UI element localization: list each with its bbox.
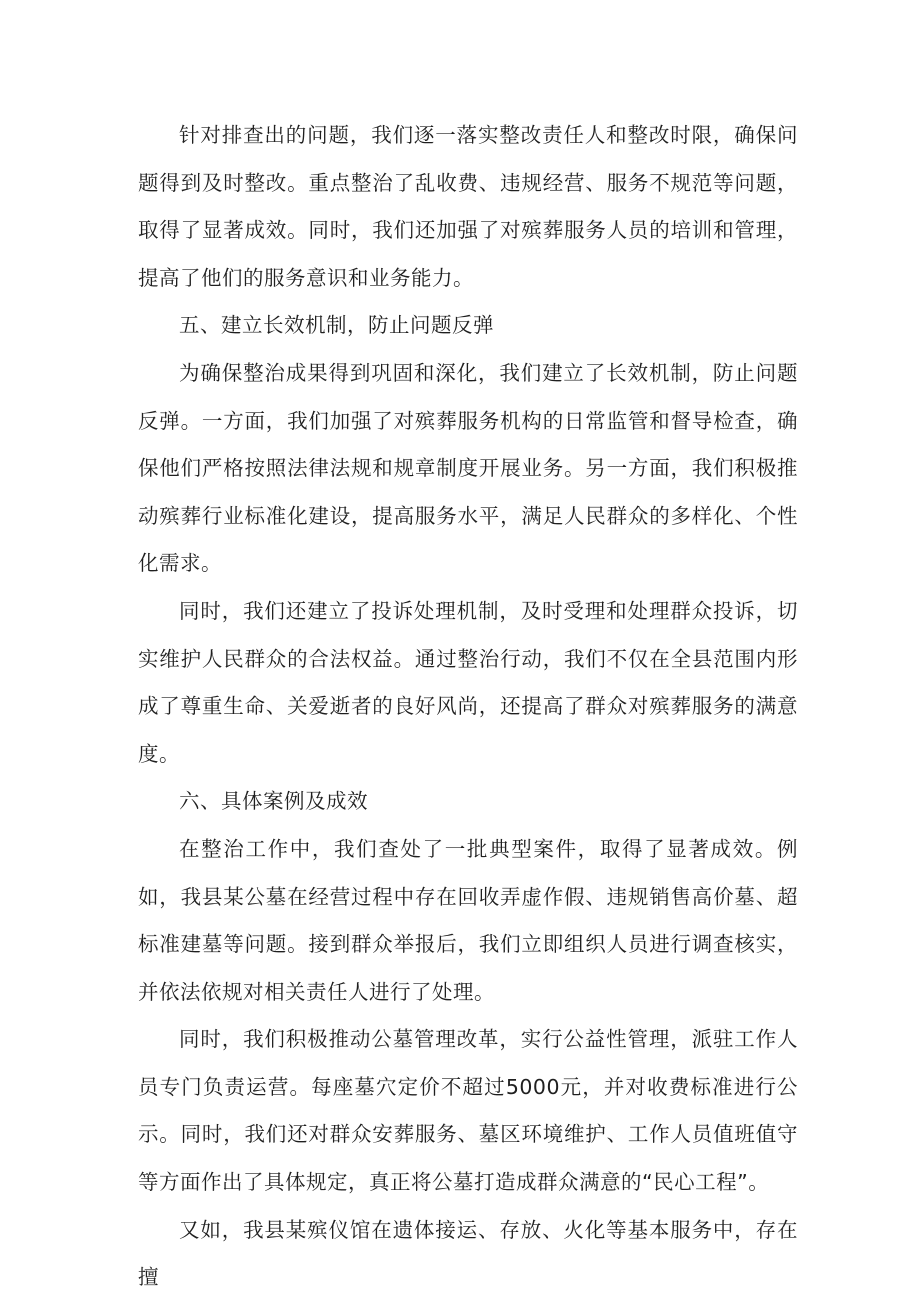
- section-heading-6: 六、具体案例及成效: [179, 789, 368, 814]
- paragraph-case-cemetery: 在整治工作中，我们查处了一批典型案件，取得了显著成效。例如，我县某公墓在经营过程中存在回收弄虚作假、违规销售高价墓、超标准建墓等问题。接到群众举报后，我们立即组织人员进行调查核实，并依法依规对相关责任人进行了处理。: [138, 836, 798, 1004]
- section-heading-5: 五、建立长效机制，防止问题反弹: [179, 313, 494, 338]
- paragraph-cemetery-reform: 同时，我们积极推动公墓管理改革，实行公益性管理，派驻工作人员专门负责运营。每座墓穴定价不超过5000元，并对收费标准进行公示。同时，我们还对群众安葬服务、墓区环境维护、工作人员值班值守等方面作出了具体规定，真正将公墓打造成群众满意的“民心工程”。: [138, 1027, 798, 1195]
- document-body: [138, 112, 798, 1302]
- paragraph-rectification: 针对排查出的问题，我们逐一落实整改责任人和整改时限，确保问题得到及时整改。重点整治了乱收费、违规经营、服务不规范等问题，取得了显著成效。同时，我们还加强了对殡葬服务人员的培训和管理，提高了他们的服务意识和业务能力。: [138, 123, 798, 290]
- paragraph-case-funeral-home: 又如，我县某殡仪馆在遗体接运、存放、火化等基本服务中，存在擅: [138, 1217, 798, 1290]
- paragraph-long-term-mechanism: 为确保整治成果得到巩固和深化，我们建立了长效机制，防止问题反弹。一方面，我们加强了对殡葬服务机构的日常监管和督导检查，确保他们严格按照法律法规和规章制度开展业务。另一方面，我们积极推动殡葬行业标准化建设，提高服务水平，满足人民群众的多样化、个性化需求。: [138, 360, 798, 576]
- paragraph-complaint-mechanism: 同时，我们还建立了投诉处理机制，及时受理和处理群众投诉，切实维护人民群众的合法权益。通过整治行动，我们不仅在全县范围内形成了尊重生命、关爱逝者的良好风尚，还提高了群众对殡葬服务的满意度。: [138, 598, 798, 766]
